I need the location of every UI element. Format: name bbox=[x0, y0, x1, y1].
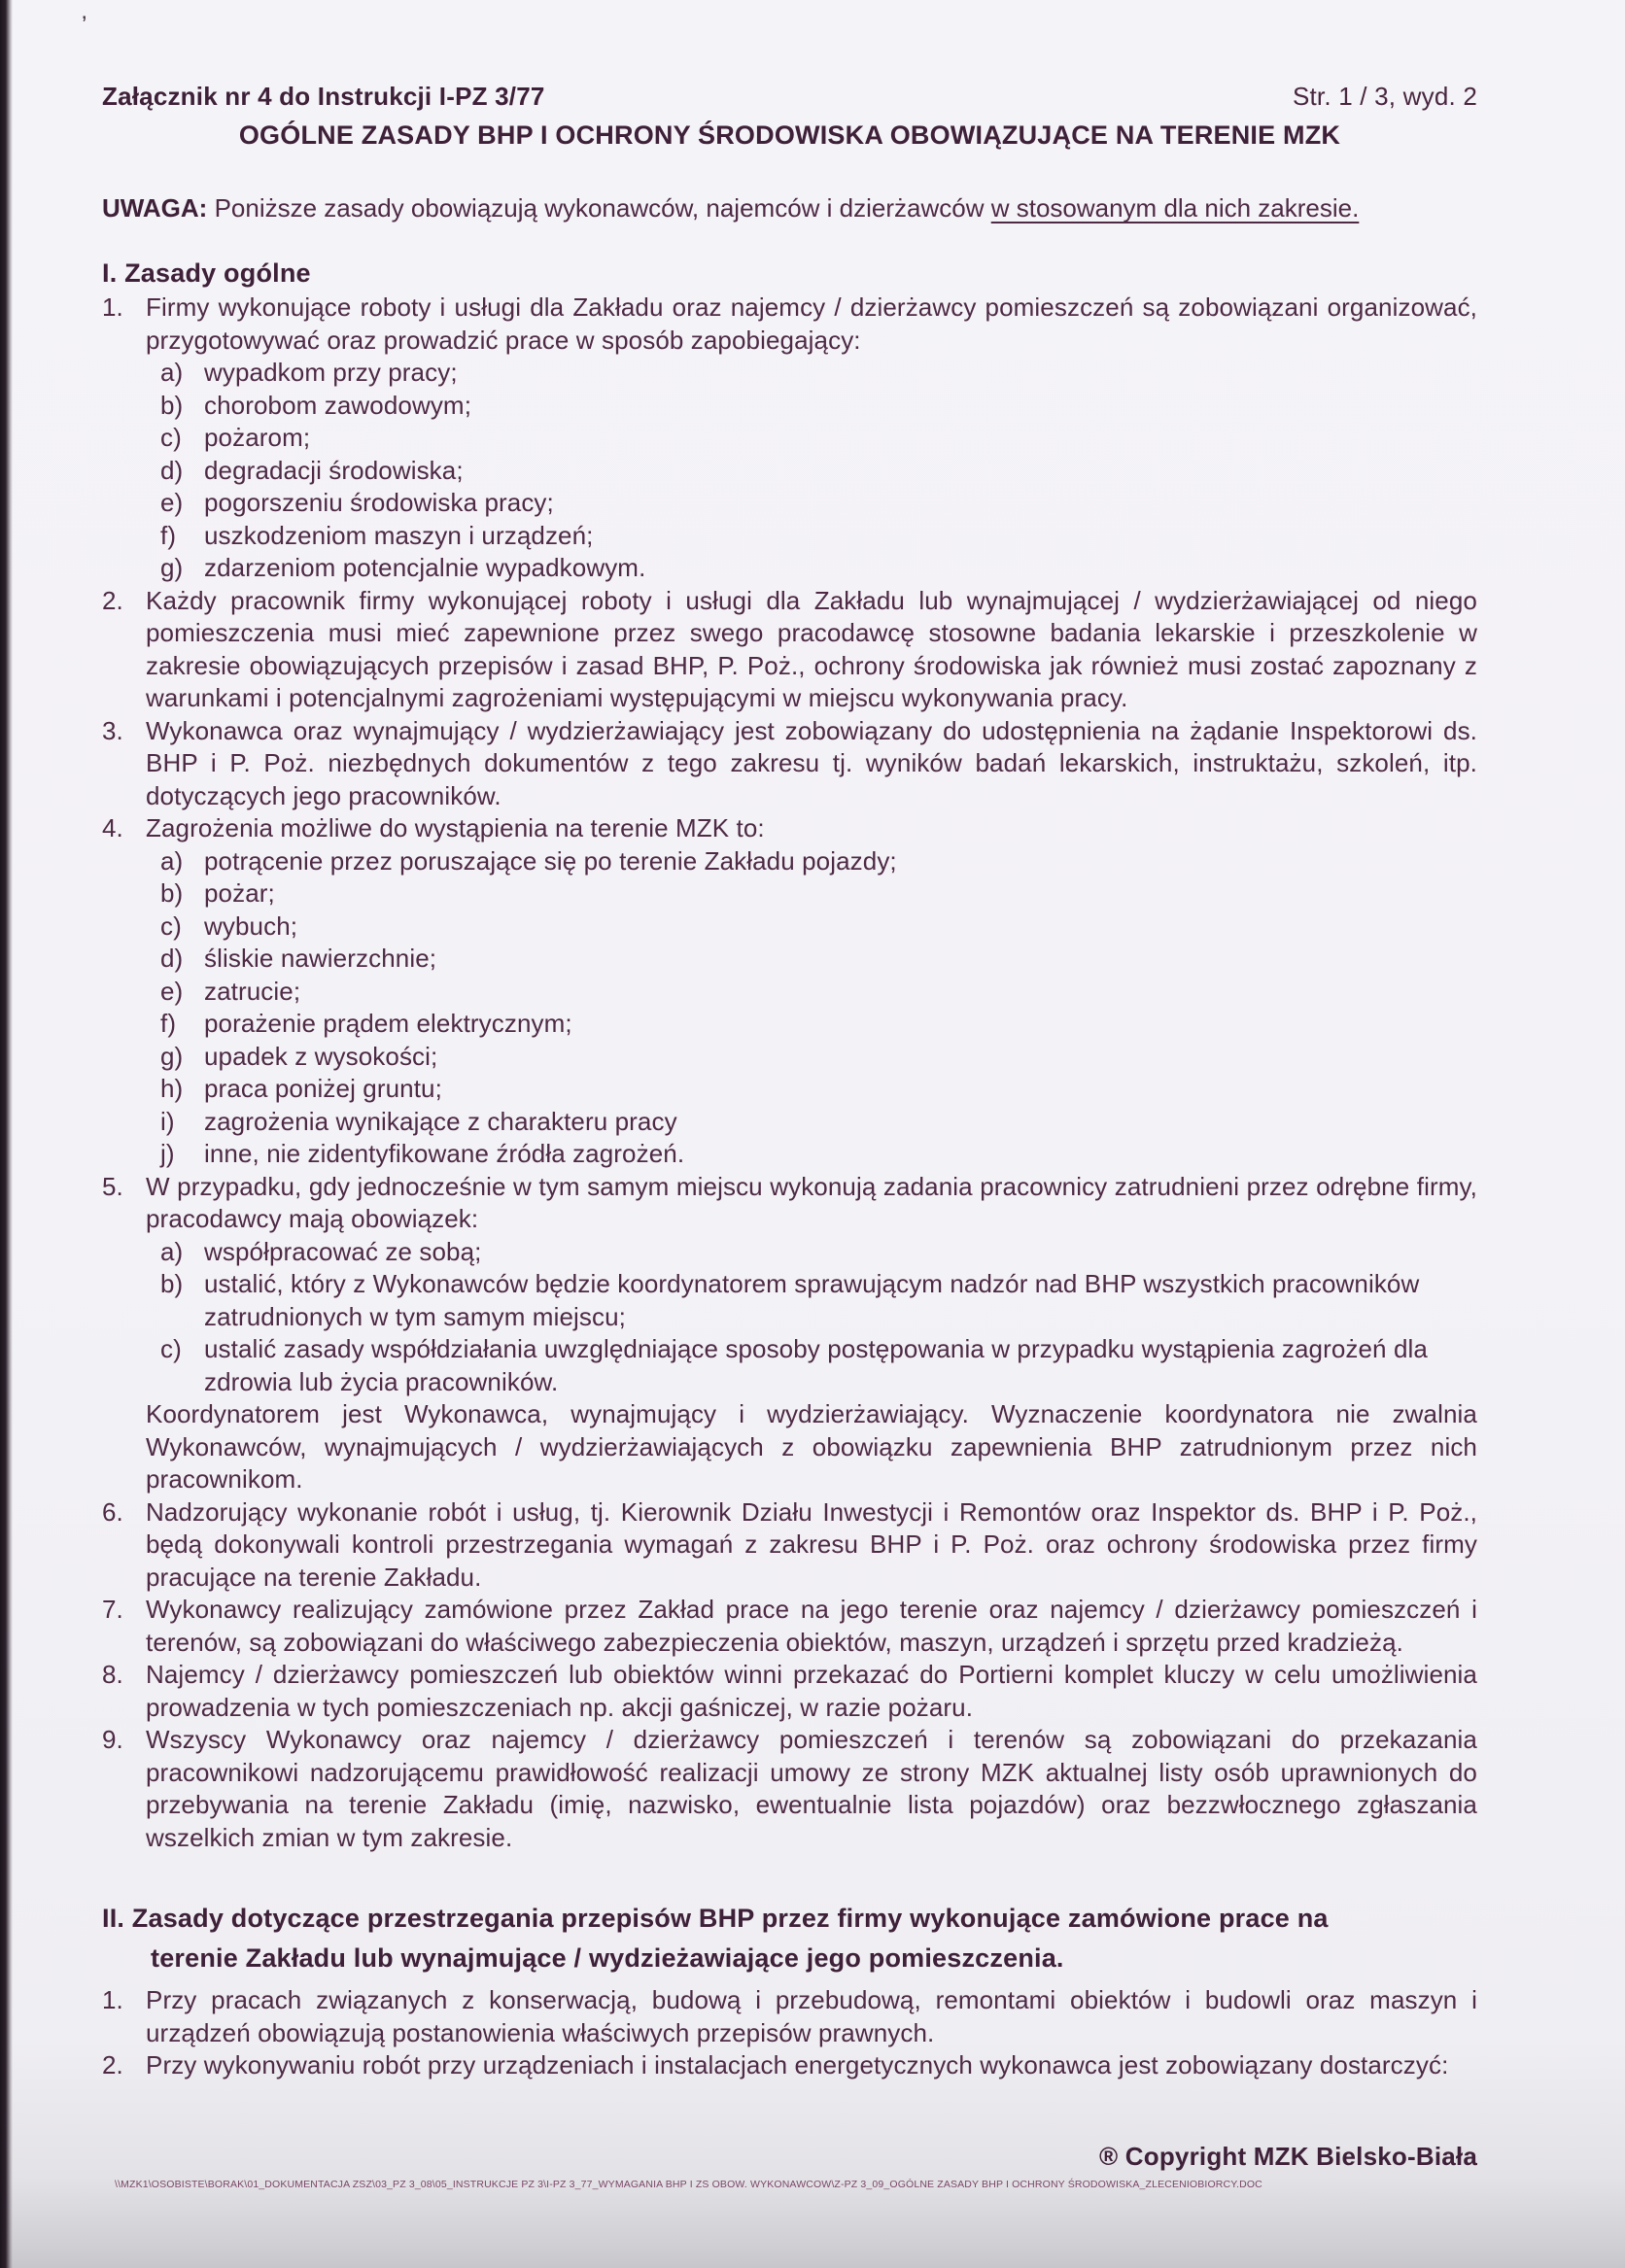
sub-item-text: ustalić zasady współdziałania uwzględniające sposoby postępowania w przypadku wystąpienia zagrożeń dla zdrowia lub życia pracowników. bbox=[204, 1334, 1428, 1396]
item-text: Wykonawca oraz wynajmujący / wydzierżawiający jest zobowiązany do udostępnienia na żądanie Inspektorowi ds. BHP i P. Poż. niezbędnych dokumentów z tego zakresu tj. wyników badań lekarskich, instruktażu, szkoleń, itp. dotyczących jego pracowników. bbox=[146, 715, 1477, 810]
sub-item-text: wypadkom przy pracy; bbox=[204, 358, 458, 387]
item-text: Wszyscy Wykonawcy oraz najemcy / dzierżawcy pomieszczeń i terenów są zobowiązani do przekazania pracownikowi nadzorującemu prawidłowość realizacji umowy ze strony MZK aktualnej listy osób uprawnionych do przebywania na terenie Zakładu (imię, nazwisko, ewentualnie lista pojazdów) oraz bezzwłocznego zgłaszania wszelkich zmian w tym zakresie. bbox=[146, 1725, 1477, 1852]
list-item bbox=[102, 1594, 1477, 1659]
sub-item-text: pożar; bbox=[204, 878, 275, 908]
item-text: Nadzorujący wykonanie robót i usług, tj. Kierownik Działu Inwestycji i Remontów oraz Inspektor ds. BHP i P. Poż., będą dokonywali kontroli przestrzegania wymagań z zakresu BHP i P. Poż. oraz ochrony środowiska przez firmy pracujące na terenie Zakładu. bbox=[146, 1496, 1477, 1592]
sub-item-letter: b) bbox=[160, 878, 184, 908]
item-text: Zagrożenia możliwe do wystąpienia na terenie MZK to: bbox=[146, 813, 765, 842]
sub-list-item bbox=[160, 455, 1477, 488]
section1-heading: I. Zasady ogólne bbox=[102, 258, 311, 288]
notice-paragraph bbox=[102, 193, 1477, 223]
section2-heading-line1: II. Zasady dotyczące przestrzegania przepisów BHP przez firmy wykonujące zamówione prace na bbox=[102, 1904, 1329, 1933]
sub-item-letter: e) bbox=[160, 976, 184, 1006]
sub-list-item bbox=[160, 1138, 1477, 1171]
sub-item-letter: g) bbox=[160, 1041, 184, 1071]
list-item bbox=[102, 1984, 1477, 2049]
sub-list-item bbox=[160, 390, 1477, 423]
page-number: Str. 1 / 3, wyd. 2 bbox=[1292, 82, 1477, 111]
sub-item-letter: h) bbox=[160, 1074, 184, 1103]
sub-item-text: praca poniżej gruntu; bbox=[204, 1074, 442, 1103]
sub-item-letter: g) bbox=[160, 553, 184, 582]
page-title: OGÓLNE ZASADY BHP I OCHRONY ŚRODOWISKA OBOWIĄZUJĄCE NA TERENIE MZK bbox=[238, 120, 1341, 150]
list-item bbox=[102, 1659, 1477, 1724]
item-number: 2. bbox=[102, 2050, 123, 2079]
sub-item-letter: c) bbox=[160, 423, 182, 452]
sub-list-item bbox=[160, 845, 1477, 878]
sub-list-item bbox=[160, 357, 1477, 390]
sub-item-text: upadek z wysokości; bbox=[204, 1041, 438, 1071]
list-item bbox=[102, 1496, 1477, 1595]
item-number: 9. bbox=[102, 1725, 123, 1754]
sub-item-text: zdarzeniom potencjalnie wypadkowym. bbox=[204, 553, 646, 582]
notice-underlined-text: w stosowanym dla nich zakresie. bbox=[990, 193, 1360, 223]
sub-item-letter: c) bbox=[160, 1334, 182, 1363]
item-text: Każdy pracownik firmy wykonującej roboty i usługi dla Zakładu lub wynajmującej / wydzierżawiającej od niego pomieszczenia musi mieć zapewnione przez swego pracodawcę stosowne badania lekarskie i przeszkolenie w zakresie obowiązujących przepisów i zasad BHP, P. Poż., ochrony środowiska jak również musi zostać zapoznany z warunkami i potencjalnymi zagrożeniami występującymi w miejscu wykonywania pracy. bbox=[146, 585, 1477, 712]
section2-list bbox=[102, 1984, 1477, 2082]
list-item bbox=[102, 585, 1477, 715]
sub-list-item bbox=[160, 1268, 1477, 1333]
item-text: Najemcy / dzierżawcy pomieszczeń lub obiektów winni przekazać do Portierni komplet kluczy w celu umożliwienia prowadzenia w tych pomieszczeniach np. akcji gaśniczej, w razie pożaru. bbox=[146, 1660, 1477, 1722]
item-number: 1. bbox=[102, 1985, 123, 2014]
sub-list-item bbox=[160, 520, 1477, 553]
sub-item-text: pogorszeniu środowiska pracy; bbox=[204, 488, 554, 517]
list-item bbox=[102, 1724, 1477, 1854]
item-text: Firmy wykonujące roboty i usługi dla Zakładu oraz najemcy / dzierżawcy pomieszczeń są zobowiązani organizować, przygotowywać oraz prowadzić prace w sposób zapobiegający: bbox=[146, 292, 1477, 355]
sub-list-item bbox=[160, 1236, 1477, 1269]
item-number: 6. bbox=[102, 1496, 123, 1527]
copyright-notice: ® Copyright MZK Bielsko-Biała bbox=[1099, 2142, 1477, 2171]
sub-item-text: zagrożenia wynikające z charakteru pracy bbox=[204, 1106, 677, 1136]
item-number: 4. bbox=[102, 813, 123, 842]
sub-list-item bbox=[160, 422, 1477, 455]
item-text: Przy pracach związanych z konserwacją, budową i przebudową, remontami obiektów i budowli oraz maszyn i urządzeń obowiązują postanowienia właściwych przepisów prawnych. bbox=[146, 1985, 1477, 2047]
sub-item-letter: b) bbox=[160, 390, 184, 420]
item-text: Wykonawcy realizujący zamówione przez Zakład prace na jego terenie oraz najemcy / dzierżawcy pomieszczeń i terenów, są zobowiązani do właściwego zabezpieczenia obiektów, maszyn, urządzeń i sprzętu przed kradzieżą. bbox=[146, 1595, 1477, 1657]
sub-item-text: uszkodzeniom maszyn i urządzeń; bbox=[204, 520, 594, 550]
sub-list-item bbox=[160, 487, 1477, 520]
item-number: 3. bbox=[102, 715, 123, 745]
list-item bbox=[102, 2049, 1477, 2082]
sub-item-letter: e) bbox=[160, 488, 184, 517]
sub-item-text: porażenie prądem elektrycznym; bbox=[204, 1009, 572, 1038]
item-number: 7. bbox=[102, 1595, 123, 1624]
sub-item-text: potrącenie przez poruszające się po terenie Zakładu pojazdy; bbox=[204, 845, 897, 876]
item-number: 2. bbox=[102, 585, 123, 615]
sub-item-text: inne, nie zidentyfikowane źródła zagrożeń. bbox=[204, 1139, 685, 1168]
sub-list-item bbox=[160, 1041, 1477, 1074]
sub-item-text: degradacji środowiska; bbox=[204, 455, 464, 485]
section1-list bbox=[102, 292, 1477, 1854]
item-number: 8. bbox=[102, 1660, 123, 1689]
sub-item-letter: a) bbox=[160, 845, 184, 876]
notice-text: Poniższe zasady obowiązują wykonawców, najemców i dzierżawców bbox=[214, 193, 985, 223]
sub-list-item bbox=[160, 911, 1477, 944]
sub-item-text: ustalić, który z Wykonawców będzie koordynatorem sprawującym nadzór nad BHP wszystkich pracowników zatrudnionych w tym samym miejscu; bbox=[204, 1269, 1420, 1331]
item-text: Przy wykonywaniu robót przy urządzeniach i instalacjach energetycznych wykonawca jest zobowiązany dostarczyć: bbox=[146, 2050, 1449, 2079]
sub-list-item bbox=[160, 943, 1477, 976]
sub-item-letter: d) bbox=[160, 455, 184, 485]
notice-label: UWAGA: bbox=[102, 193, 208, 223]
sub-item-letter: i) bbox=[160, 1106, 175, 1136]
sub-list-item bbox=[160, 1073, 1477, 1106]
sub-list-item bbox=[160, 1008, 1477, 1041]
list-item bbox=[102, 292, 1477, 357]
section2-heading-line2: terenie Zakładu lub wynajmujące / wydzieżawiające jego pomieszczenia. bbox=[151, 1943, 1064, 1973]
sub-item-letter: j) bbox=[160, 1139, 175, 1168]
item-text: W przypadku, gdy jednocześnie w tym samym miejscu wykonują zadania pracownicy zatrudnieni przez odrębne firmy, pracodawcy mają obowiązek: bbox=[146, 1171, 1477, 1233]
document-header bbox=[102, 82, 1477, 112]
coordinator-note: Koordynatorem jest Wykonawca, wynajmujący i wydzierżawiający. Wyznaczenie koordynatora nie zwalnia Wykonawców, wynajmujących / wydzierżawiających z obowiązku zapewnienia BHP zatrudnionym przez nich pracownikom. bbox=[146, 1399, 1477, 1494]
sub-item-letter: b) bbox=[160, 1269, 184, 1298]
sub-list-item bbox=[160, 1106, 1477, 1139]
sub-item-letter: f) bbox=[160, 520, 177, 550]
sub-list-item bbox=[160, 877, 1477, 911]
sub-item-letter: c) bbox=[160, 911, 182, 941]
sub-item-text: wybuch; bbox=[204, 911, 298, 941]
sub-item-letter: a) bbox=[160, 358, 184, 387]
sub-item-text: współpracować ze sobą; bbox=[204, 1236, 482, 1266]
item-number: 5. bbox=[102, 1171, 123, 1201]
scan-artifact-mark: ’ bbox=[82, 12, 87, 38]
attachment-reference: Załącznik nr 4 do Instrukcji I-PZ 3/77 bbox=[102, 82, 545, 111]
sub-list-item bbox=[160, 1333, 1477, 1398]
sub-item-text: zatrucie; bbox=[204, 976, 301, 1006]
sub-item-text: chorobom zawodowym; bbox=[204, 390, 472, 420]
sub-item-letter: f) bbox=[160, 1009, 177, 1038]
list-item bbox=[102, 715, 1477, 813]
sub-list-item bbox=[160, 552, 1477, 585]
sub-item-text: pożarom; bbox=[204, 423, 311, 452]
section2-heading bbox=[102, 1899, 1477, 1978]
list-item bbox=[102, 1171, 1477, 1236]
sub-item-letter: a) bbox=[160, 1236, 184, 1266]
sub-item-letter: d) bbox=[160, 944, 184, 973]
sub-list-item bbox=[160, 976, 1477, 1009]
item-number: 1. bbox=[102, 292, 123, 322]
document-file-path: \\MZK1\OSOBISTE\BORAK\01_DOKUMENTACJA ZSZ\03_PZ 3_08\05_INSTRUKCJE PZ 3\I-PZ 3_77_WYMAGANIA BHP I ZS OBOW. WYKONAWCOW\Z-PZ 3_09_OGÓLNE ZASADY BHP I OCHRONY ŚRODOWISKA_ZLECENIOBIORCY.DOC bbox=[115, 2179, 1262, 2190]
list-item bbox=[102, 812, 1477, 845]
sub-item-text: śliskie nawierzchnie; bbox=[204, 944, 437, 973]
